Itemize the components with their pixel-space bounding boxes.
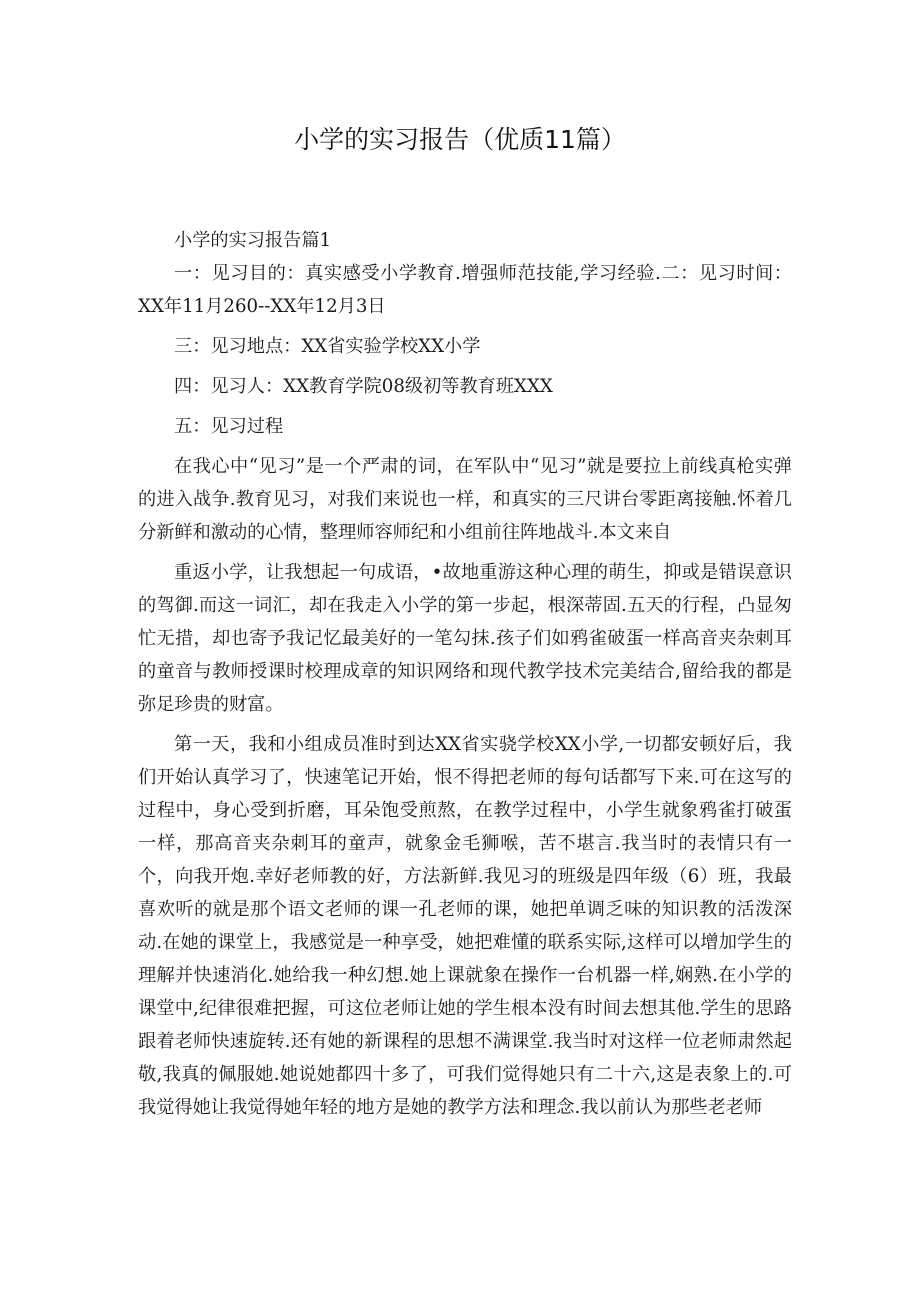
- paragraph-return: 重返小学，让我想起一句成语，•故地重游这种心理的萌生，抑或是错误意识的驾御.而这一词汇，却在我走入小学的第一步起，根深蒂固.五天的行程，凸显匆忙无措，却也寄予我记忆最美好的一笔勾抹.孩子们如鸦雀破蛋一样高音夹杂刺耳的童音与教师授课时校理成章的知识网络和现代教学技术完美结合,留给我的都是弥足珍贵的财富。: [138, 562, 792, 715]
- paragraph-purpose-time: 一：见习目的：真实感受小学教育.增强师范技能,学习经验.二：见习时间：XX年11月260--XX年12月3日: [138, 263, 792, 317]
- paragraph-first-day: 第一天，我和小组成员准时到达XX省实骁学校XX小学,一切都安顿好后，我们开始认真学习了，快速笔记开始，恨不得把老师的每句话都写下来.可在这写的过程中，身心受到折磨，耳朵饱受煎熬，在教学过程中，小学生就象鸦雀打破蛋一样，那高音夹杂刺耳的童声，就象金毛狮喉，苦不堪言.我当时的表情只有一个，向我开炮.幸好老师教的好，方法新鲜.我见习的班级是四年级（6）班，我最喜欢听的就是那个语文老师的课一孔老师的课，她把单调乏味的知识教的活泼深动.在她的课堂上，我感觉是一种享受，她把难懂的联系实际,这样可以增加学生的理解并快速消化.她给我一种幻想.她上课就象在操作一台机器一样,娴熟.在小学的课堂中,纪律很难把握，可这位老师让她的学生根本没有时间去想其他.学生的思路跟着老师快速旋转.还有她的新课程的思想不满课堂.我当时对这样一位老师肃然起敬,我真的佩服她.她说她都四十多了，可我们觉得她只有二十六,这是表象上的.可我觉得她让我觉得她年轻的地方是她的教学方法和理念.我以前认为那些老老师: [138, 734, 792, 1118]
- document-title: 小学的实习报告（优质11篇）: [294, 125, 626, 154]
- section-heading: 小学的实习报告篇1: [174, 230, 332, 251]
- paragraph-location: 三：见习地点：XX省实验学校XX小学: [174, 336, 481, 357]
- paragraph-person: 四：见习人：XX教育学院08级初等教育班XXX: [174, 376, 553, 397]
- paragraph-intro: 在我心中“见习”是一个严肃的词，在军队中“见习”就是要拉上前线真枪实弹的进入战争.教育见习，对我们来说也一样，和真实的三尺讲台零距离接触.怀着几分新鲜和激动的心情，整理师容师纪和小组前往阵地战斗.本文来自: [138, 456, 792, 543]
- paragraph-process: 五：见习过程: [174, 416, 284, 437]
- document-body: [138, 224, 792, 1124]
